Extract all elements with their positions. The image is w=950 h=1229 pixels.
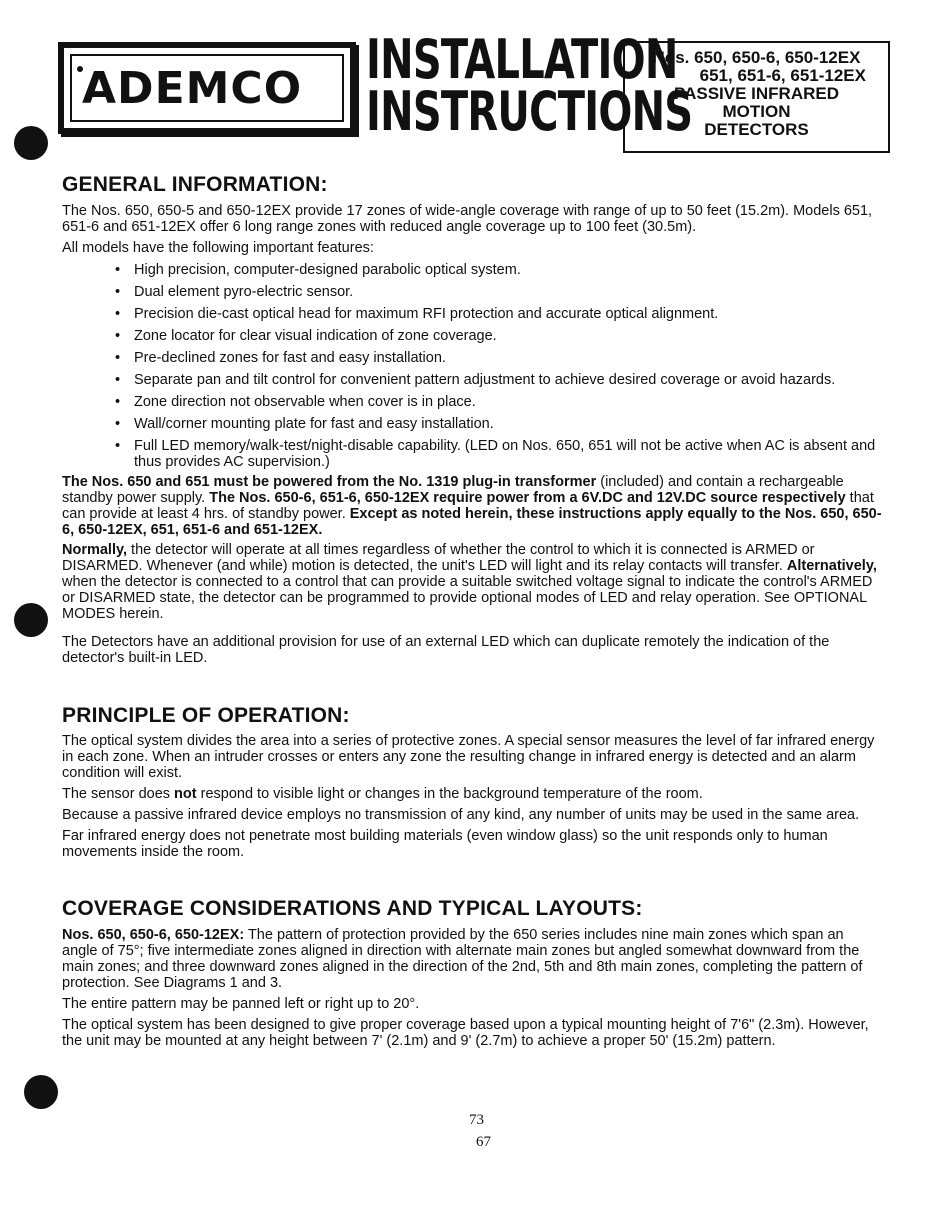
page-number-lower: 67: [476, 1134, 491, 1150]
list-item: • High precision, computer-designed parabolic optical system.: [115, 262, 521, 278]
list-item: • Full LED memory/walk-test/night-disable capability. (LED on Nos. 650, 651 will not be active when AC is absent and thus provides AC supervision.): [115, 438, 876, 470]
list-item: • Zone locator for clear visual indication of zone coverage.: [115, 328, 497, 344]
coverage-heading: COVERAGE CONSIDERATIONS AND TYPICAL LAYOUTS:: [62, 897, 643, 920]
external-led-paragraph: The Detectors have an additional provision for use of an external LED which can duplicate remotely the indication of the detector's built-in LED.: [62, 634, 830, 666]
list-item: • Wall/corner mounting plate for fast and easy installation.: [115, 416, 494, 432]
power-paragraph: The Nos. 650 and 651 must be powered from the No. 1319 plug-in transformer (included) and contain a rechargeable standby power supply. The Nos. 650-6, 651-6, 650-12EX require power from a 6V.DC and 12V.DC source respectively that can provide at least 4 hrs. of standby power. Except as noted herein, these instructions apply equally to the Nos. 650, 650-6, 650-12EX, 651, 651-6 and 651-12EX.: [62, 474, 882, 538]
general-intro: The Nos. 650, 650-5 and 650-12EX provide 17 zones of wide-angle coverage with range of up to 50 feet (15.2m). Models 651, 651-6 and 651-12EX offer 6 long range zones with reduced angle coverage up to 100 feet (30.5m).: [62, 203, 873, 235]
models-line-1: Nos. 650, 650-6, 650-12EX: [652, 48, 861, 67]
coverage-p2: The entire pattern may be panned left or right up to 20°.: [62, 996, 420, 1012]
logo-text: ADEMCO: [82, 63, 303, 114]
page-number-upper: 73: [469, 1112, 484, 1128]
principle-p4: Far infrared energy does not penetrate most building materials (even window glass) so the unit responds only to human movements inside the room.: [62, 828, 828, 860]
punch-hole-bottom: [24, 1075, 58, 1109]
list-item: • Dual element pyro-electric sensor.: [115, 284, 354, 300]
list-item: • Pre-declined zones for fast and easy installation.: [115, 350, 446, 366]
normal-mode-paragraph: Normally, the detector will operate at all times regardless of whether the control to which it is connected is ARMED or DISARMED. Whenever (and while) motion is detected, the unit's LED will light and its relay contacts will transfer. Alternatively, when the detector is connected to a control that can provide a suitable switched voltage signal to indicate the control's ARMED or DISARMED state, the detector can be programmed to provide optional modes of LED and relay operation. See OPTIONAL MODES herein.: [62, 542, 877, 622]
list-item: • Zone direction not observable when cover is in place.: [115, 394, 476, 410]
title-line-1: INSTALLATION: [366, 28, 678, 91]
punch-hole-middle: [14, 603, 48, 637]
coverage-p3: The optical system has been designed to give proper coverage based upon a typical mounting height of 7'6" (2.3m). However, the unit may be mounted at any height between 7' (2.1m) and 9' (2.7m) to achieve a proper 50' (15.2m) pattern.: [62, 1017, 869, 1049]
principle-heading: PRINCIPLE OF OPERATION:: [62, 704, 350, 727]
list-item: • Precision die-cast optical head for maximum RFI protection and accurate optical alignment.: [115, 306, 719, 322]
principle-p3: Because a passive infrared device employs no transmission of any kind, any number of units may be used in the same area.: [62, 807, 860, 823]
model-box: [623, 41, 890, 153]
title-line-2: INSTRUCTIONS: [366, 80, 693, 143]
ademco-logo: [58, 42, 356, 134]
features-intro: All models have the following important features:: [62, 240, 374, 256]
list-item: • Separate pan and tilt control for convenient pattern adjustment to achieve desired coverage or avoid hazards.: [115, 372, 836, 388]
punch-hole-top: [14, 126, 48, 160]
product-line-3: DETECTORS: [704, 120, 809, 139]
models-line-2: 651, 651-6, 651-12EX: [699, 66, 866, 85]
product-line-2: MOTION: [722, 102, 791, 121]
general-heading: GENERAL INFORMATION:: [62, 173, 328, 196]
principle-p2: The sensor does not respond to visible light or changes in the background temperature of the room.: [62, 786, 703, 802]
product-line-1: PASSIVE INFRARED: [674, 84, 839, 103]
main-content: [62, 172, 882, 1049]
principle-p1: The optical system divides the area into a series of protective zones. A special sensor measures the level of far infrared energy in each zone. When an intruder crosses or enters any zone the resulting change in infrared energy is detected and an alarm condition will exist.: [62, 733, 875, 781]
features-list: [62, 262, 882, 470]
coverage-p1: Nos. 650, 650-6, 650-12EX: The pattern of protection provided by the 650 series includes nine main zones which span an angle of 75°; five intermediate zones aligned in direction with alternate main zones but angled somewhat downward from the main zones; and three downward zones aligned in the direction of the 2nd, 5th and 8th main zones, completing the pattern of protection. See Diagrams 1 and 3.: [62, 927, 863, 991]
